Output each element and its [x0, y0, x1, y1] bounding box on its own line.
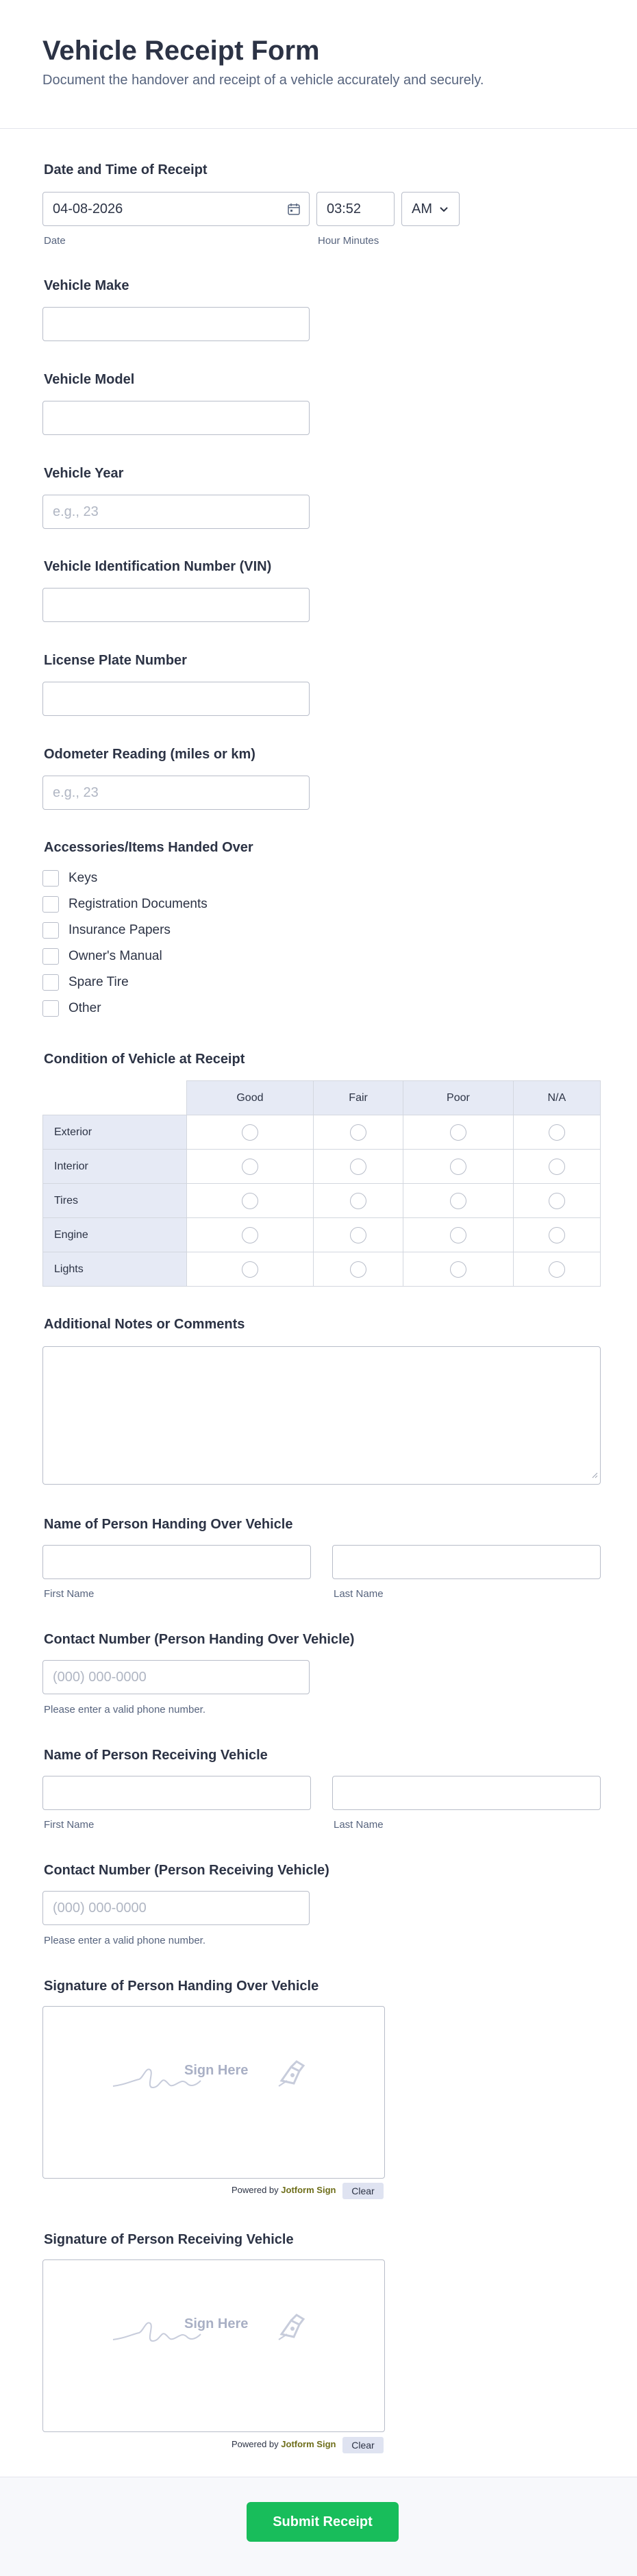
vehicle-year-placeholder: e.g., 23 [53, 504, 99, 519]
matrix-cell [313, 1115, 403, 1150]
vehicle-model-input[interactable] [42, 401, 310, 435]
date-sublabel: Date [44, 235, 66, 247]
form-footer [0, 2477, 637, 2576]
vin-label: Vehicle Identification Number (VIN) [44, 559, 272, 574]
sig-receiving-label: Signature of Person Receiving Vehicle [44, 2232, 294, 2247]
checkbox-owners-manual[interactable] [42, 946, 162, 967]
checkbox-keys[interactable] [42, 868, 97, 889]
sign-here-text: Sign Here [184, 2063, 249, 2078]
time-value: 03:52 [327, 201, 362, 216]
notes-label: Additional Notes or Comments [44, 1317, 245, 1332]
radio-button[interactable] [350, 1193, 366, 1209]
checkbox-label: Spare Tire [68, 975, 129, 989]
form-title: Vehicle Receipt Form [42, 36, 320, 66]
ampm-select[interactable] [401, 192, 460, 226]
matrix-corner [43, 1081, 187, 1115]
matrix-row-tires [43, 1184, 601, 1218]
matrix-header-row [43, 1081, 601, 1115]
checkbox-registration-documents[interactable] [42, 894, 208, 915]
checkbox-box[interactable] [42, 948, 59, 965]
handing-name-label: Name of Person Handing Over Vehicle [44, 1517, 293, 1532]
radio-button[interactable] [450, 1193, 466, 1209]
radio-button[interactable] [450, 1124, 466, 1141]
matrix-cell [187, 1252, 314, 1287]
radio-button[interactable] [242, 1159, 258, 1175]
matrix-cell [187, 1184, 314, 1218]
radio-button[interactable] [350, 1261, 366, 1278]
date-value: 04-08-2026 [53, 201, 123, 216]
matrix-row-label: Tires [43, 1184, 187, 1218]
matrix-col-good: Good [187, 1081, 314, 1115]
clear-signature-receiving-button[interactable]: Clear [342, 2437, 384, 2453]
checkbox-box[interactable] [42, 870, 59, 887]
handing-phone-hint: Please enter a valid phone number. [44, 1704, 205, 1716]
notes-textarea[interactable] [42, 1346, 601, 1485]
matrix-row-interior [43, 1150, 601, 1184]
clear-signature-handing-button[interactable]: Clear [342, 2183, 384, 2199]
matrix-row-label: Lights [43, 1252, 187, 1287]
form-description: Document the handover and receipt of a vehicle accurately and securely. [42, 73, 484, 88]
matrix-row-engine [43, 1218, 601, 1252]
resize-handle-icon[interactable] [591, 1470, 598, 1482]
checkbox-label: Insurance Papers [68, 923, 171, 937]
radio-button[interactable] [350, 1124, 366, 1141]
radio-button[interactable] [549, 1124, 565, 1141]
radio-button[interactable] [549, 1227, 565, 1243]
receiving-first-sublabel: First Name [44, 1819, 95, 1831]
radio-button[interactable] [549, 1193, 565, 1209]
time-sublabel: Hour Minutes [318, 235, 379, 247]
license-plate-label: License Plate Number [44, 653, 187, 668]
radio-button[interactable] [350, 1159, 366, 1175]
matrix-cell [403, 1150, 513, 1184]
matrix-cell [403, 1218, 513, 1252]
vehicle-model-label: Vehicle Model [44, 372, 135, 387]
sig-receiving-pad[interactable] [42, 2259, 385, 2432]
sig-handing-label: Signature of Person Handing Over Vehicle [44, 1979, 319, 1994]
ampm-value: AM [412, 201, 432, 216]
handing-last-name-input[interactable] [332, 1545, 601, 1579]
vin-input[interactable] [42, 588, 310, 622]
matrix-col-fair: Fair [313, 1081, 403, 1115]
handing-phone-placeholder: (000) 000-0000 [53, 1669, 147, 1685]
condition-matrix [42, 1080, 601, 1287]
matrix-row-label: Engine [43, 1218, 187, 1252]
radio-button[interactable] [549, 1261, 565, 1278]
vehicle-make-input[interactable] [42, 307, 310, 341]
matrix-cell [403, 1184, 513, 1218]
radio-button[interactable] [242, 1193, 258, 1209]
checkbox-other[interactable] [42, 998, 101, 1019]
matrix-row-label: Exterior [43, 1115, 187, 1150]
receiving-phone-hint: Please enter a valid phone number. [44, 1935, 205, 1946]
matrix-cell [187, 1150, 314, 1184]
radio-button[interactable] [350, 1227, 366, 1243]
matrix-cell [513, 1115, 600, 1150]
checkbox-box[interactable] [42, 1000, 59, 1017]
matrix-row-exterior [43, 1115, 601, 1150]
matrix-cell [187, 1115, 314, 1150]
matrix-cell [313, 1184, 403, 1218]
receiving-first-name-input[interactable] [42, 1776, 311, 1810]
matrix-col-poor: Poor [403, 1081, 513, 1115]
checkbox-label: Owner's Manual [68, 949, 162, 963]
condition-label: Condition of Vehicle at Receipt [44, 1052, 245, 1067]
accessories-label: Accessories/Items Handed Over [44, 840, 253, 855]
matrix-row-label: Interior [43, 1150, 187, 1184]
pen-icon [277, 2314, 308, 2341]
matrix-cell [513, 1252, 600, 1287]
handing-contact-label: Contact Number (Person Handing Over Vehicle) [44, 1632, 355, 1647]
sig-handing-pad[interactable] [42, 2006, 385, 2179]
license-plate-input[interactable] [42, 682, 310, 716]
powered-by-handing [232, 2185, 336, 2195]
time-input[interactable] [316, 192, 395, 226]
vehicle-year-input[interactable] [42, 495, 310, 529]
checkbox-spare-tire[interactable] [42, 972, 129, 993]
brand-link[interactable]: Jotform Sign [281, 2185, 336, 2195]
checkbox-box[interactable] [42, 974, 59, 991]
radio-button[interactable] [549, 1159, 565, 1175]
chevron-down-icon [439, 201, 449, 217]
radio-button[interactable] [242, 1261, 258, 1278]
radio-button[interactable] [450, 1261, 466, 1278]
submit-button[interactable]: Submit Receipt [247, 2502, 399, 2542]
receiving-contact-label: Contact Number (Person Receiving Vehicle) [44, 1863, 329, 1878]
radio-button[interactable] [242, 1124, 258, 1141]
checkbox-box[interactable] [42, 896, 59, 913]
powered-by-text: Powered by [232, 2185, 279, 2195]
handing-first-sublabel: First Name [44, 1588, 95, 1600]
brand-link[interactable]: Jotform Sign [281, 2439, 336, 2449]
checkbox-label: Other [68, 1001, 101, 1015]
sign-here-text: Sign Here [184, 2316, 249, 2331]
date-time-label: Date and Time of Receipt [44, 162, 208, 177]
handing-phone-input[interactable] [42, 1660, 310, 1694]
powered-by-text: Powered by [232, 2439, 279, 2449]
vehicle-make-label: Vehicle Make [44, 278, 129, 293]
matrix-cell [403, 1252, 513, 1287]
powered-by-receiving [232, 2439, 336, 2449]
receiving-last-sublabel: Last Name [334, 1819, 384, 1831]
receiving-phone-placeholder: (000) 000-0000 [53, 1900, 147, 1916]
matrix-cell [403, 1115, 513, 1150]
odometer-input[interactable] [42, 776, 310, 810]
matrix-cell [313, 1218, 403, 1252]
checkbox-box[interactable] [42, 922, 59, 939]
checkbox-label: Keys [68, 871, 98, 885]
pen-icon [277, 2060, 308, 2088]
matrix-cell [313, 1150, 403, 1184]
odometer-label: Odometer Reading (miles or km) [44, 747, 255, 762]
vehicle-year-label: Vehicle Year [44, 466, 124, 481]
radio-button[interactable] [450, 1159, 466, 1175]
checkbox-insurance-papers[interactable] [42, 920, 171, 941]
receiving-name-label: Name of Person Receiving Vehicle [44, 1748, 268, 1763]
matrix-cell [313, 1252, 403, 1287]
matrix-row-lights [43, 1252, 601, 1287]
odometer-placeholder: e.g., 23 [53, 784, 99, 800]
receiving-last-name-input[interactable] [332, 1776, 601, 1810]
handing-first-name-input[interactable] [42, 1545, 311, 1579]
radio-button[interactable] [242, 1227, 258, 1243]
matrix-col-na: N/A [513, 1081, 600, 1115]
matrix-cell [513, 1150, 600, 1184]
receiving-phone-input[interactable] [42, 1891, 310, 1925]
handing-last-sublabel: Last Name [334, 1588, 384, 1600]
date-input[interactable] [42, 192, 310, 226]
checkbox-label: Registration Documents [68, 897, 208, 911]
form-header [0, 0, 637, 129]
matrix-cell [513, 1218, 600, 1252]
matrix-cell [187, 1218, 314, 1252]
calendar-icon[interactable] [287, 202, 301, 220]
radio-button[interactable] [450, 1227, 466, 1243]
matrix-cell [513, 1184, 600, 1218]
